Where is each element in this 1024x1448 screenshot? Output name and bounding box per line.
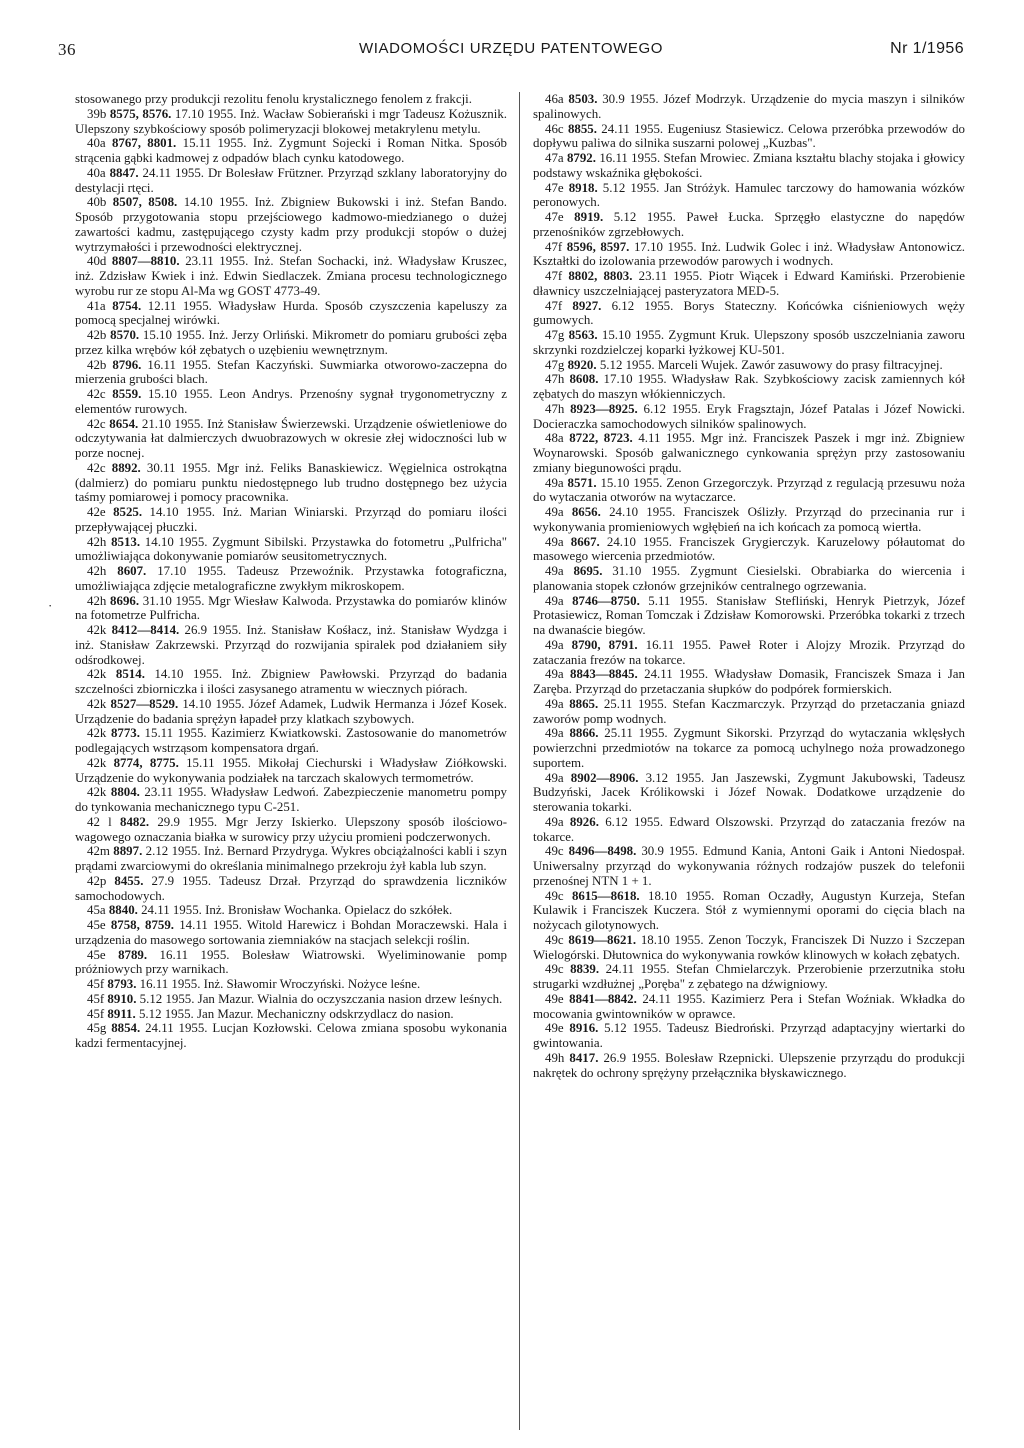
- issue-number: Nr 1/1956: [890, 40, 964, 57]
- patent-class: 42k: [87, 755, 107, 770]
- patent-class: 42h: [87, 534, 107, 549]
- patent-description: 14.11 1955. Witold Harewicz i Bohdan Moraczewski. Hala i urządzenia do masowego sortowania ziemniaków na stacjach selekcji roślin.: [75, 918, 507, 947]
- patent-numbers: 8571.: [567, 475, 597, 490]
- patent-entry: [533, 815, 965, 845]
- patent-class: 42b: [87, 357, 107, 372]
- patent-class: 42m: [87, 844, 110, 859]
- patent-numbers: 8619—8621.: [568, 932, 637, 947]
- patent-numbers: 8482.: [120, 814, 150, 829]
- patent-class: 49e: [545, 991, 564, 1006]
- patent-entry: [75, 358, 507, 388]
- patent-numbers: 8841—8842.: [569, 991, 637, 1006]
- patent-numbers: 8807—8810.: [111, 254, 180, 269]
- patent-numbers: 8920.: [567, 357, 597, 372]
- patent-numbers: 8754.: [112, 298, 142, 313]
- patent-entry: [533, 1051, 965, 1081]
- patent-numbers: 8496—8498.: [568, 844, 637, 859]
- patent-class: 49a: [545, 770, 564, 785]
- patent-numbers: 8608.: [569, 372, 599, 387]
- patent-description: 17.10 1955. Władysław Rak. Szybkościowy zacisk zamiennych kół zębatych do maszyn włókienniczych.: [533, 372, 965, 401]
- patent-entry: [533, 328, 965, 358]
- patent-numbers: 8919.: [574, 210, 604, 224]
- patent-class: 45e: [87, 947, 106, 962]
- patent-numbers: 8525.: [113, 505, 143, 519]
- patent-description: 24.11 1955. Władysław Domasik, Franciszek Smaza i Jan Zaręba. Przyrząd do przetaczania słupków do podpórek formierskich.: [533, 667, 965, 696]
- patent-description: 5.12 1955. Marceli Wujek. Zawór zasuwowy do prasy filtracyjnej.: [599, 357, 943, 372]
- patent-class: 47h: [545, 401, 565, 416]
- patent-description: 23.11 1955. Władysław Ledwoń. Zabezpieczenie manometru pompy do tynkowania mechanicznego typu C-251.: [75, 785, 507, 814]
- patent-entry: [75, 903, 507, 918]
- patent-class: 42c: [87, 416, 106, 431]
- patent-numbers: 8570.: [110, 328, 140, 342]
- patent-numbers: 8596, 8597.: [566, 239, 630, 254]
- patent-entry: [75, 254, 507, 298]
- patent-description: 5.12 1955. Jan Stróżyk. Hamulec tarczowy do hamowania wózków peronowych.: [533, 180, 965, 210]
- patent-description: 30.11 1955. Mgr inż. Feliks Banaskiewicz. Węgielnica ostrokątna (dalmierz) do pomiaru punktu niedostępnego lub trudno dostępnego bez użycia taśmy pomiarowej i pomocy pracownika.: [75, 460, 507, 505]
- patent-entry: [533, 505, 965, 535]
- patent-class: 47h: [545, 372, 565, 387]
- patent-numbers: 8847.: [109, 165, 139, 180]
- patent-entry: [75, 874, 507, 904]
- patent-entry: [533, 240, 965, 270]
- patent-description: 30.9 1955. Józef Modrzyk. Urządzenie do mycia maszyn i silników spalinowych.: [533, 92, 965, 121]
- patent-numbers: 8774, 8775.: [113, 755, 179, 770]
- patent-entry: [75, 918, 507, 948]
- patent-entry: [75, 815, 507, 845]
- patent-entry: [75, 844, 507, 874]
- patent-entry: [533, 476, 965, 506]
- patent-class: 42c: [87, 460, 106, 475]
- patent-class: 49c: [545, 962, 564, 977]
- patent-description: 14.10 1955. Zygmunt Sibilski. Przystawka do fotometru „Pulfricha" umożliwiająca dokonywanie pomiarów seusitometrycznych.: [75, 534, 507, 564]
- patent-class: 45e: [87, 918, 106, 932]
- patent-class: 47f: [545, 239, 563, 254]
- patent-numbers: 8923—8925.: [570, 401, 638, 416]
- patent-numbers: 8559.: [112, 387, 142, 401]
- patent-description: 3.12 1955. Jan Jaszewski, Zygmunt Jakubowski, Tadeusz Budzyński, Jacek Królikowski i Józef Nowak. Dodatkowe urządzenie do sterowania tokarki.: [533, 770, 965, 814]
- patent-numbers: 8792.: [566, 151, 596, 165]
- patent-description: 24.10 1955. Franciszek Oślizły. Przyrząd do przecinania rur i wykonywania promieniowych wgłębień na ich końcach za pomocą wiertła.: [533, 505, 965, 534]
- patent-class: 40a: [87, 136, 106, 151]
- patent-class: 42p: [87, 873, 107, 888]
- patent-description: 31.10 1955. Mgr Wiesław Kalwoda. Przystawka do pomiarów klinów na fotometrze Pulfricha.: [75, 593, 507, 623]
- patent-class: 46a: [545, 92, 564, 106]
- patent-description: 25.11 1955. Zygmunt Sikorski. Przyrząd do wytaczania wklęsłych powierzchni przedmiotów na tokarce za pomocą uchylnego noża prowadzonego suportem.: [533, 726, 965, 770]
- patent-entry: [75, 417, 507, 461]
- patent-entry: [75, 107, 507, 137]
- patent-class: 49e: [545, 1021, 564, 1036]
- patent-entry: [75, 726, 507, 756]
- patent-numbers: 8866.: [569, 726, 599, 741]
- patent-class: 40a: [87, 165, 106, 180]
- patent-description: 17.10 1955. Tadeusz Przewoźnik. Przystawka fotograficzna, umożliwiająca zdjęcie metalograficzne zwykłym mikroskopem.: [75, 564, 507, 593]
- patent-numbers: 8722, 8723.: [569, 431, 633, 446]
- patent-description: 5.11 1955. Stanisław Stefliński, Henryk Pietrzyk, Józef Protasiewicz, Roman Tomczak i Zdzisław Komorowski. Przeróbka tokarki z trzech na dwanaście biegów.: [533, 593, 965, 637]
- patent-class: 42h: [87, 564, 107, 578]
- patent-class: 49a: [545, 505, 564, 519]
- patent-description: 23.11 1955. Piotr Wiącek i Edward Kamiński. Przerobienie dławnicy uszczelniającej pasteryzatora MED-5.: [533, 269, 965, 298]
- patent-entry: [75, 667, 507, 697]
- patent-description: 26.9 1955. Bolesław Rzepnicki. Ulepszenie przyrządu do produkcji nakrętek do ochrony sprężyny przełącznika błyskawicznego.: [533, 1050, 965, 1080]
- patent-class: 49a: [545, 667, 564, 682]
- patent-description: 5.12 1955. Paweł Łucka. Sprzęgło elastyczne do napędów przenośników zgrzebłowych.: [533, 210, 965, 239]
- patent-entry: [75, 697, 507, 727]
- patent-description: 15.10 1955. Zygmunt Kruk. Ulepszony sposób uszczelniania zaworu skrzynki rozdzielczej koparki łyżkowej KU-501.: [533, 328, 965, 357]
- patent-description: 30.9 1955. Edmund Kania, Antoni Gaik i Antoni Niedospał. Uniwersalny przyrząd do wykonywania różnych rodzajów puszek do telefonii przenośnej NTN 1 + 1.: [533, 844, 965, 888]
- patent-entry: [75, 564, 507, 594]
- patent-description: 15.10 1955. Inż. Jerzy Orliński. Mikrometr do pomiaru grubości zęba przez kilka wrębów kół zębatych o uzębieniu wewnętrznym.: [75, 328, 507, 357]
- patent-entry: [75, 1021, 507, 1051]
- patent-numbers: 8804.: [110, 785, 140, 800]
- patent-class: 42c: [87, 387, 106, 401]
- patent-description: 24.11 1955. Stefan Chmielarczyk. Przerobienie przerzutnika stołu strugarki wzdłużnej „Poręba" z zębatego na dźwigniowy.: [533, 962, 965, 991]
- patent-entry: [533, 402, 965, 432]
- patent-numbers: 8843—8845.: [570, 667, 638, 682]
- patent-class: 46c: [545, 121, 564, 136]
- patent-description: 15.11 1955. Mikołaj Ciechurski i Władysław Ziółkowski. Urządzenie do wykonywania podziałek na tarczach skalowych termometrów.: [75, 755, 507, 785]
- patent-entry: [533, 299, 965, 329]
- patent-description: 6.12 1955. Eryk Fragsztajn, Józef Patalas i Józef Nowicki. Docieraczka samochodowych silników spalinowych.: [533, 401, 965, 431]
- patent-numbers: 8918.: [568, 180, 598, 195]
- patent-class: 45f: [87, 1006, 105, 1021]
- patent-numbers: 8855.: [567, 121, 597, 136]
- patent-numbers: 8758, 8759.: [110, 918, 175, 932]
- patent-class: 49c: [545, 932, 564, 947]
- patent-numbers: 8802, 8803.: [568, 269, 633, 283]
- patent-entry: [75, 1007, 507, 1022]
- patent-entry: [75, 977, 507, 992]
- patent-entry: [75, 594, 507, 624]
- patent-description: 21.10 1955. Inż Stanisław Świerzewski. Urządzenie oświetleniowe do odczytywania łat dalmierczych dwuobrazowych w okresie złej widoczności lub w porze nocnej.: [75, 416, 507, 460]
- patent-class: 49c: [545, 888, 564, 903]
- patent-description: 29.9 1955. Mgr Jerzy Iskierko. Ulepszony sposób ilościowo-wagowego oznaczania białka w surowicy przy użyciu promieni podczerwonych.: [75, 814, 507, 844]
- patent-numbers: 8527—8529.: [110, 696, 179, 711]
- patent-entry: [75, 136, 507, 166]
- patent-description: 14.10 1955. Inż. Zbigniew Pawłowski. Przyrząd do badania szczelności zbiorniczka i ilości zasysanego atramentu w wiecznych piórach.: [75, 667, 507, 696]
- patent-description: 26.9 1955. Inż. Stanisław Kośłacz, inż. Stanisław Wydzga i inż. Stanisław Zakrzewski. Przyrząd do rozwijania spiralek pod działaniem siły odśrodkowej.: [75, 623, 507, 667]
- patent-description: 2.12 1955. Inż. Bernard Przydryga. Wykres obciążalności kabli i szyn prądami zwarciowymi do określania minimalnego przekroju żył kabla lub szyn.: [75, 844, 507, 873]
- left-column: [75, 92, 507, 1051]
- patent-numbers: 8417.: [569, 1050, 599, 1065]
- patent-numbers: 8790, 8791.: [571, 637, 638, 652]
- patent-description: stosowanego przy produkcji rezolitu fenolu krystalicznego fenolem z frakcji.: [75, 92, 472, 106]
- patent-class: 41a: [87, 298, 106, 313]
- patent-class: 49a: [545, 593, 564, 608]
- patent-entry: [75, 623, 507, 667]
- patent-entry: [533, 151, 965, 181]
- patent-numbers: 8455.: [114, 873, 144, 888]
- patent-class: 47e: [545, 180, 564, 195]
- patent-entry: [533, 844, 965, 888]
- patent-class: 45a: [87, 903, 106, 918]
- patent-numbers: 8926.: [569, 814, 599, 829]
- patent-class: 45f: [87, 977, 105, 991]
- patent-description: 16.11 1955. Inż. Sławomir Wroczyński. Nożyce leśne.: [139, 977, 421, 991]
- patent-entry: [75, 328, 507, 358]
- patent-class: 40d: [87, 254, 107, 269]
- patent-class: 39b: [87, 106, 107, 121]
- patent-entry: [75, 461, 507, 505]
- patent-description: 12.11 1955. Władysław Hurda. Sposób czyszczenia kapeluszy za pomocą specjalnej wirówki.: [75, 298, 507, 328]
- patent-entry: [533, 181, 965, 211]
- patent-entry: [75, 535, 507, 565]
- patent-description: 5.12 1955. Jan Mazur. Mechaniczny odskrzydlacz do nasion.: [138, 1006, 454, 1021]
- patent-numbers: 8767, 8801.: [111, 136, 177, 151]
- patent-description: 15.10 1955. Zenon Grzegorczyk. Przyrząd z regulacją przesuwu noża do wytaczania otworów na wytaczarce.: [533, 475, 965, 505]
- patent-entry: [533, 726, 965, 770]
- patent-class: 42e: [87, 505, 106, 519]
- patent-class: 47g: [545, 357, 565, 372]
- patent-entry: [75, 756, 507, 786]
- patent-class: 47f: [545, 298, 563, 313]
- patent-numbers: 8910.: [107, 991, 137, 1006]
- patent-class: 49h: [545, 1050, 565, 1065]
- patent-description: 27.9 1955. Tadeusz Drzał. Przyrząd do sprawdzenia liczników samochodowych.: [75, 873, 507, 903]
- patent-description: 17.10 1955. Inż. Wacław Sobierański i mgr Tadeusz Kożusznik. Ulepszony szybkościowy sposób polimeryzacji blokowej metakrylenu metylu.: [75, 106, 507, 136]
- patent-class: 48a: [545, 431, 564, 446]
- patent-class: 45f: [87, 991, 105, 1006]
- patent-class: 47a: [545, 151, 564, 165]
- patent-class: 49a: [545, 564, 564, 578]
- patent-numbers: 8615—8618.: [571, 888, 640, 903]
- patent-description: 15.11 1955. Kazimierz Kwiatkowski. Zastosowanie do manometrów podlegających wstrząsom kompensatora drgań.: [75, 726, 507, 755]
- patent-numbers: 8897.: [113, 844, 143, 859]
- patent-entry: [75, 505, 507, 535]
- patent-class: 49a: [545, 814, 564, 829]
- patent-class: 49a: [545, 534, 564, 549]
- patent-description: 14.10 1955. Inż. Marian Winiarski. Przyrząd do pomiaru ilości przepływającej płuczki.: [75, 505, 507, 534]
- patent-entry: [75, 195, 507, 254]
- patent-numbers: 8854.: [111, 1021, 141, 1036]
- patent-description: 5.12 1955. Jan Mazur. Wialnia do oczyszczania nasion drzew leśnych.: [139, 991, 503, 1006]
- patent-description: 24.11 1955. Inż. Bronisław Wochanka. Opielacz do szkółek.: [141, 903, 453, 918]
- patent-class: 42k: [87, 726, 107, 741]
- patent-description: 15.11 1955. Inż. Zygmunt Sojecki i Roman Nitka. Sposób strącenia gąbki kadmowej z odpadów blach cynku katodowego.: [75, 136, 507, 165]
- patent-class: 49a: [545, 475, 564, 490]
- right-column: [533, 92, 965, 1080]
- patent-class: 49c: [545, 844, 564, 859]
- patent-numbers: 8927.: [572, 298, 602, 313]
- patent-numbers: 8695.: [573, 564, 603, 578]
- patent-description: 6.12 1955. Borys Stateczny. Końcówka ciśnieniowych węży gumowych.: [533, 298, 965, 328]
- margin-dot: ·: [48, 598, 53, 613]
- patent-description: 14.10 1955. Inż. Zbigniew Bukowski i inż. Stefan Bando. Sposób przygotowania stopu przejściowego kadmowo-miedzianego o dużej zawartości kadmu, zastępującego czysty kadm przy produkcji stopów o dużej wytrzymałości i przewodności elektrycznej.: [75, 195, 507, 254]
- patent-entry: [75, 948, 507, 978]
- patent-numbers: 8514.: [115, 667, 145, 682]
- patent-entry: [75, 166, 507, 196]
- patent-description: 6.12 1955. Edward Olszowski. Przyrząd do zataczania frezów na tokarce.: [533, 814, 965, 844]
- patent-class: 47e: [545, 210, 564, 224]
- journal-title: WIADOMOŚCI URZĘDU PATENTOWEGO: [358, 40, 664, 57]
- patent-numbers: 8902—8906.: [570, 770, 639, 785]
- patent-numbers: 8503.: [568, 92, 598, 106]
- patent-numbers: 8563.: [568, 328, 598, 342]
- patent-description: 31.10 1955. Zygmunt Ciesielski. Obrabiarka do wiercenia i planowania stopek członów grzejników centralnego ogrzewania.: [533, 564, 965, 593]
- patent-class: 42b: [87, 328, 107, 342]
- patent-description: 16.11 1955. Stefan Kaczyński. Suwmiarka otworowo-zaczepna do mierzenia grubości blach.: [75, 357, 507, 387]
- patent-class: 40b: [87, 195, 107, 210]
- patent-entry: [75, 785, 507, 815]
- patent-class: 49a: [545, 696, 564, 711]
- patent-description: 25.11 1955. Stefan Kaczmarczyk. Przyrząd do przetaczania gniazd zaworów pomp wodnych.: [533, 696, 965, 726]
- patent-class: 42k: [87, 623, 107, 637]
- patent-entry: [533, 535, 965, 565]
- patent-entry: [533, 933, 965, 963]
- patent-class: 49a: [545, 726, 564, 741]
- patent-description: 4.11 1955. Mgr inż. Franciszek Paszek i mgr inż. Zbigniew Woynarowski. Sposób galwanicznego cynkowania sprężyn przy zastosowaniu zmiany biegunowości prądu.: [533, 431, 965, 475]
- patent-class: 45g: [87, 1021, 107, 1036]
- patent-numbers: 8793.: [107, 977, 137, 991]
- patent-numbers: 8667.: [570, 534, 600, 549]
- patent-description: 16.11 1955. Stefan Mrowiec. Zmiana kształtu blachy stojaka i głowicy podstawy wskaźnika głębokości.: [533, 151, 965, 180]
- patent-description: 18.10 1955. Roman Oczadły, Augustyn Kurzeja, Stefan Kulawik i Franciszek Kuczera. Stół z wymiennymi oporami do cięcia blach na nożycach gilotynowych.: [533, 888, 965, 932]
- patent-numbers: 8607.: [117, 564, 147, 578]
- patent-entry: [533, 962, 965, 992]
- patent-description: 24.11 1955. Dr Bolesław Frützner. Przyrząd szklany laboratoryjny do destylacji rtęci.: [75, 165, 507, 195]
- patent-class: 42k: [87, 667, 107, 682]
- patent-entry: [533, 358, 965, 373]
- page-header: [58, 40, 964, 64]
- patent-entry: [533, 210, 965, 240]
- patent-class: 49a: [545, 637, 564, 652]
- patent-entry: [533, 697, 965, 727]
- patent-class: 47f: [545, 269, 563, 283]
- patent-entry: [533, 122, 965, 152]
- patent-entry: [533, 594, 965, 638]
- patent-entry: [533, 269, 965, 299]
- patent-class: 47g: [545, 328, 565, 342]
- patent-numbers: 8892.: [111, 460, 141, 475]
- patent-numbers: 8696.: [110, 593, 140, 608]
- patent-description: 23.11 1955. Inż. Stefan Sochacki, inż. Władysław Kruszec, inż. Zdzisław Kwiek i inż. Edwin Siedlaczek. Zmiana procesu technologicznego wyrobu rur ze stopu Al-Ma wg GOST 4773-49.: [75, 254, 507, 298]
- patent-numbers: 8865.: [569, 696, 599, 711]
- patent-class: 42 l: [87, 814, 112, 829]
- patent-class: 42k: [87, 785, 107, 800]
- patent-description: 24.11 1955. Eugeniusz Stasiewicz. Celowa przeróbka przewodów do dopływu paliwa do silnika suszarni polowej „Kuzbas".: [533, 121, 965, 151]
- patent-numbers: 8796.: [112, 357, 142, 372]
- patent-description: 5.12 1955. Tadeusz Biedroński. Przyrząd adaptacyjny wiertarki do gwintowania.: [533, 1021, 965, 1050]
- column-divider: [519, 92, 520, 1430]
- patent-description: 17.10 1955. Inż. Ludwik Golec i inż. Władysław Antonowicz. Kształtki do izolowania przewodów parowych i wodnych.: [533, 239, 965, 269]
- patent-description: 14.10 1955. Józef Adamek, Ludwik Hermanza i Józef Kosek. Urządzenie do badania sprężyn łapadeł przy klatkach szybowych.: [75, 696, 507, 726]
- patent-numbers: 8840.: [108, 903, 138, 918]
- patent-numbers: 8773.: [110, 726, 140, 741]
- patent-entry: [533, 1021, 965, 1051]
- patent-numbers: 8575, 8576.: [109, 106, 172, 121]
- patent-entry: [75, 299, 507, 329]
- patent-entry: [533, 889, 965, 933]
- patent-description: 18.10 1955. Zenon Toczyk, Franciszek Di Nuzzo i Szczepan Wielogórski. Dłutownica do wykonywania rowków klinowych w kołach zębatych.: [533, 932, 965, 962]
- patent-entry: [75, 92, 507, 107]
- patent-description: 16.11 1955. Paweł Roter i Alojzy Mrozik. Przyrząd do zataczania frezów na tokarce.: [533, 637, 966, 667]
- patent-class: 42k: [87, 696, 107, 711]
- patent-entry: [533, 372, 965, 402]
- patent-entry: [533, 92, 965, 122]
- page-number: 36: [58, 40, 76, 59]
- patent-numbers: 8513.: [111, 534, 141, 549]
- patent-description: 15.10 1955. Leon Andrys. Przenośny sygnał trygonometryczny z elementów rurowych.: [75, 387, 507, 416]
- patent-entry: [533, 771, 965, 815]
- patent-entry: [533, 992, 965, 1022]
- patent-entry: [533, 638, 965, 668]
- patent-description: 16.11 1955. Bolesław Wiatrowski. Wyeliminowanie pomp próżniowych przy warnikach.: [75, 947, 507, 977]
- patent-entry: [75, 387, 507, 417]
- patent-entry: [533, 564, 965, 594]
- patent-entry: [533, 667, 965, 697]
- patent-numbers: 8507, 8508.: [112, 195, 178, 210]
- patent-entry: [75, 992, 507, 1007]
- patent-class: 42h: [87, 593, 107, 608]
- patent-description: 24.11 1955. Lucjan Kozłowski. Celowa zmiana sposobu wykonania kadzi fermentacyjnej.: [75, 1021, 507, 1050]
- patent-description: 24.10 1955. Franciszek Grygierczyk. Karuzelowy półautomat do masowego wiercenia przedmiotów.: [533, 534, 965, 564]
- patent-description: 24.11 1955. Kazimierz Pera i Stefan Woźniak. Wkładka do mocowania gwintowników w oprawce.: [533, 991, 965, 1021]
- patent-numbers: 8789.: [118, 947, 148, 962]
- patent-numbers: 8412—8414.: [111, 623, 180, 637]
- patent-numbers: 8656.: [571, 505, 601, 519]
- patent-numbers: 8746—8750.: [572, 593, 640, 608]
- patent-numbers: 8839.: [570, 962, 600, 977]
- patent-numbers: 8654.: [109, 416, 139, 431]
- patent-entry: [533, 431, 965, 475]
- patent-numbers: 8916.: [569, 1021, 599, 1036]
- patent-numbers: 8911.: [107, 1006, 136, 1021]
